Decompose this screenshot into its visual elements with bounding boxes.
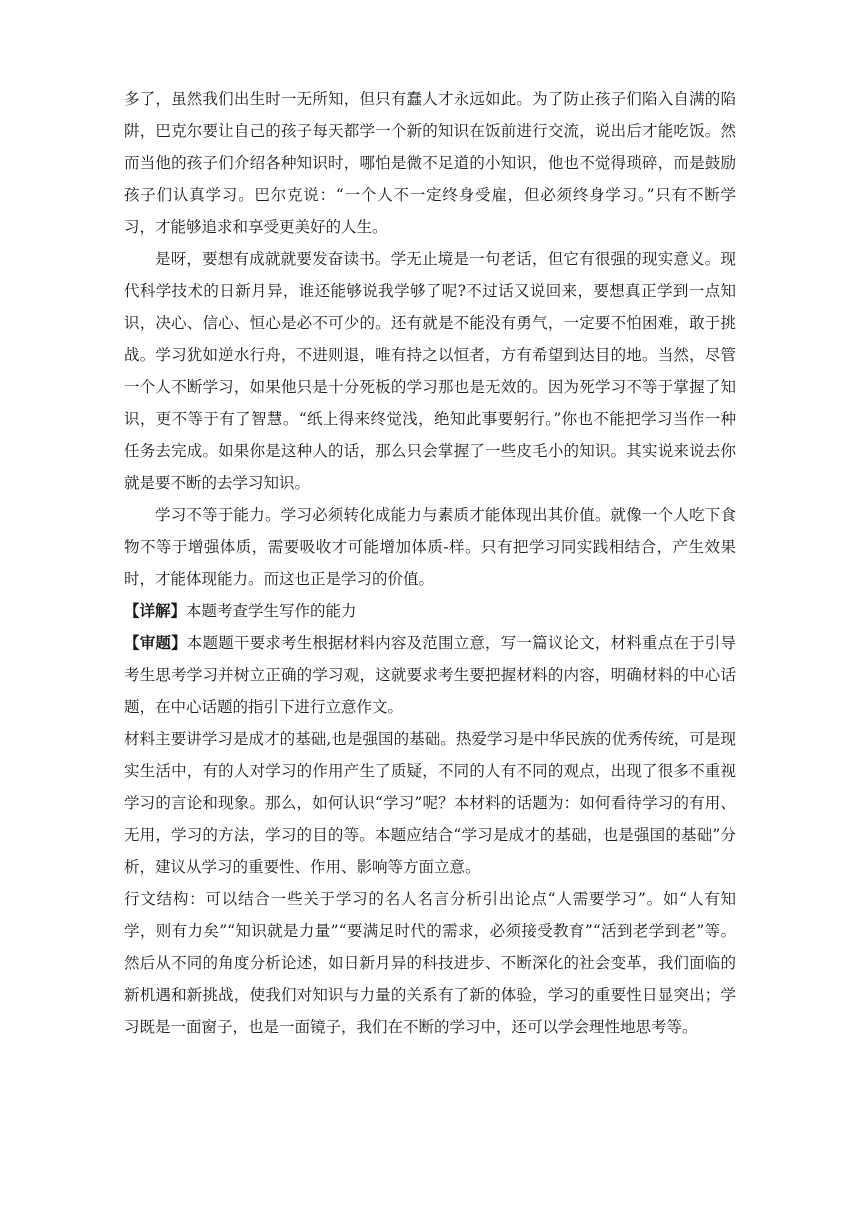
paragraph-structure [124,883,736,1043]
paragraph-3 [124,499,736,595]
detail-heading: 【详解】 [124,601,187,620]
review-heading: 【审题】 [124,633,187,652]
paragraph-detail [124,595,736,627]
paragraph-2 [124,243,736,499]
document-page [124,83,736,1043]
paragraph-3-text: 学习不等于能力。学习必须转化成能力与素质才能体现出其价值。就像一个人吃下食物不等于增强体质，需要吸收才可能增加体质-样。只有把学习同实践相结合，产生效果时，才能体现能力。而这也正是学习的价值。 [124,506,736,588]
detail-text: 本题考查学生写作的能力 [186,602,357,620]
review-text: 本题题干要求考生根据材料内容及范围立意，写一篇议论文，材料重点在于引导考生思考学习并树立正确的学习观，这就要求考生要把握材料的内容，明确材料的中心话题，在中心话题的指引下进行立意作文。 [124,634,736,716]
material-text: 材料主要讲学习是成才的基础,也是强国的基础。热爱学习是中华民族的优秀传统，可是现实生活中，有的人对学习的作用产生了质疑，不同的人有不同的观点，出现了很多不重视学习的言论和现象。那么，如何认识“学习”呢？本材料的话题为：如何看待学习的有用、无用，学习的方法，学习的目的等。本题应结合“学习是成才的基础，也是强国的基础”分析，建议从学习的重要性、作用、影响等方面立意。 [124,730,736,876]
paragraph-review [124,627,736,723]
paragraph-1-text: 多了，虽然我们出生时一无所知，但只有蠢人才永远如此。为了防止孩子们陷入自满的陷阱，巴克尔要让自己的孩子每天都学一个新的知识在饭前进行交流，说出后才能吃饭。然而当他的孩子们介绍各种知识时，哪怕是微不足道的小知识，他也不觉得琐碎，而是鼓励孩子们认真学习。巴尔克说：“一个人不一定终身受雇，但必须终身学习。”只有不断学习，才能够追求和享受更美好的人生。 [124,90,736,236]
paragraph-material [124,723,736,883]
paragraph-2-text: 是呀，要想有成就就要发奋读书。学无止境是一句老话，但它有很强的现实意义。现代科学技术的日新月异，谁还能够说我学够了呢?不过话又说回来，要想真正学到一点知识，决心、信心、恒心是必不可少的。还有就是不能没有勇气，一定要不怕困难，敢于挑战。学习犹如逆水行舟，不进则退，唯有持之以恒者，方有希望到达目的地。当然，尽管一个人不断学习，如果他只是十分死板的学习那也是无效的。因为死学习不等于掌握了知识，更不等于有了智慧。“纸上得来终觉浅，绝知此事要躬行。”你也不能把学习当作一种任务去完成。如果你是这种人的话，那么只会掌握了一些皮毛小的知识。其实说来说去你就是要不断的去学习知识。 [124,250,736,492]
structure-text: 行文结构：可以结合一些关于学习的名人名言分析引出论点“人需要学习”。如“人有知学，则有力矣”“知识就是力量”“要满足时代的需求，必须接受教育”“活到老学到老”等。然后从不同的角度分析论述，如日新月异的科技进步、不断深化的社会变革，我们面临的新机遇和新挑战，使我们对知识与力量的关系有了新的体验，学习的重要性日显突出；学习既是一面窗子，也是一面镜子，我们在不断的学习中，还可以学会理性地思考等。 [124,890,736,1036]
paragraph-1 [124,83,736,243]
